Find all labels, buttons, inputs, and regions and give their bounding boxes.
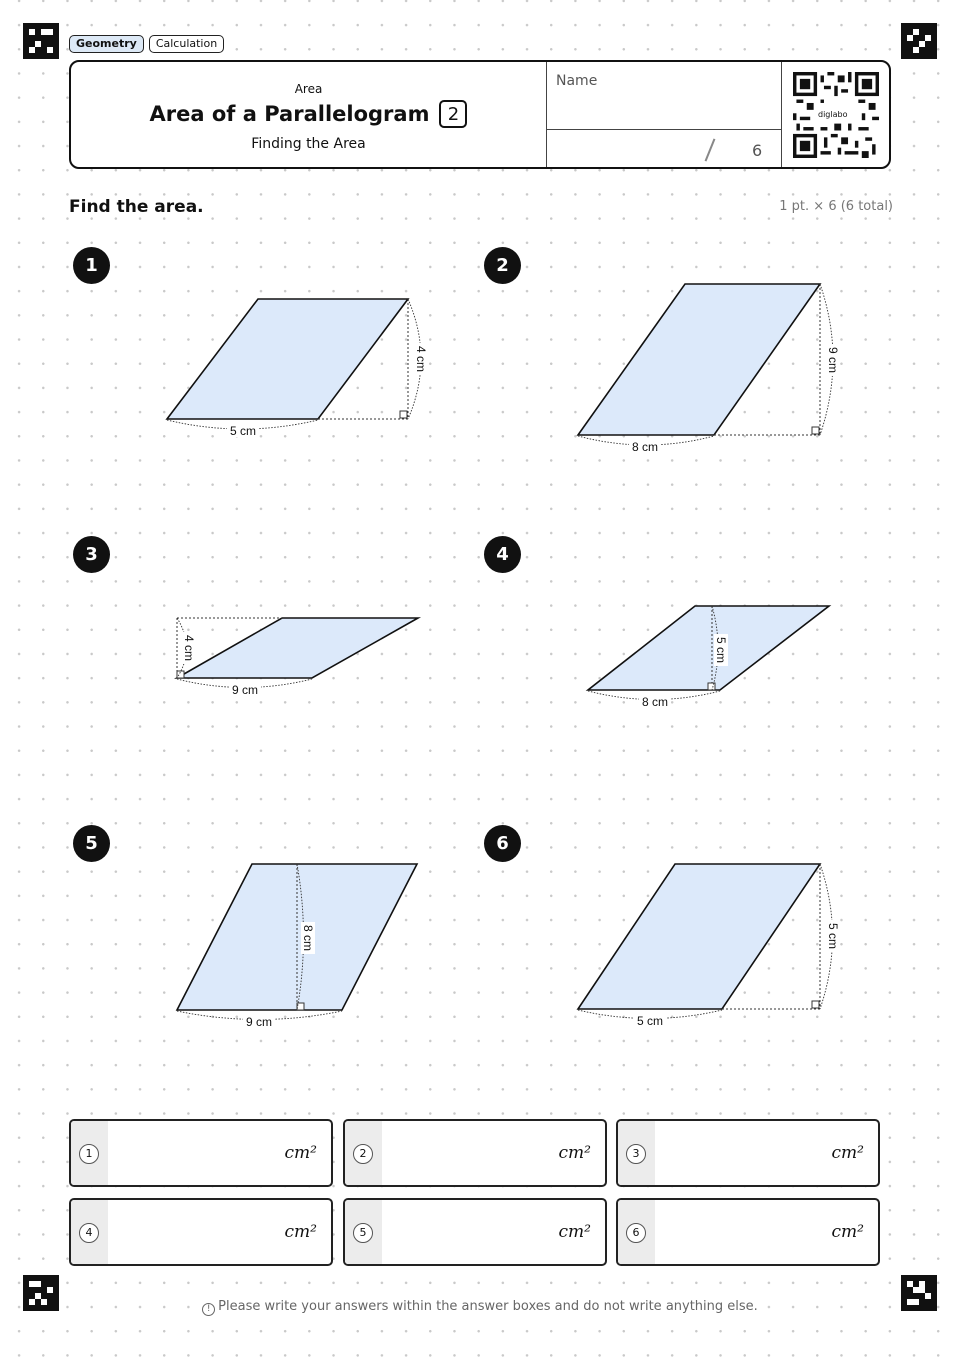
problem-badge-1: 1 [73,247,110,284]
problem-5-base-label: 9 cm [245,1015,273,1029]
parallelogram-4 [588,606,829,709]
answer-unit-3: cm² [831,1143,864,1163]
name-label: Name [556,73,598,89]
problem-badge-6: 6 [484,825,521,862]
answer-unit-5: cm² [558,1222,591,1242]
answer-box-1[interactable] [69,1119,333,1187]
answer-box-2[interactable] [343,1119,607,1187]
topic-subtitle: Area [294,82,323,96]
problem-4-base-label: 8 cm [641,695,669,709]
answer-unit-6: cm² [831,1222,864,1242]
problem-badge-3: 3 [73,536,110,573]
problem-1-base-label: 5 cm [229,424,257,438]
problem-6-base-label: 5 cm [636,1014,664,1028]
parallelogram-6 [578,864,840,1028]
answer-number-3: 3 [626,1144,646,1164]
problem-badge-5: 5 [73,825,110,862]
problem-2-base-label: 8 cm [631,440,659,454]
answer-box-4[interactable] [69,1198,333,1266]
footer-text: Please write your answers within the answer boxes and do not write anything else. [218,1299,758,1314]
parallelogram-2 [578,284,840,454]
parallelogram-3 [177,618,418,697]
answer-unit-2: cm² [558,1143,591,1163]
points-info: 1 pt. × 6 (6 total) [779,199,893,214]
answer-number-6: 6 [626,1223,646,1243]
info-icon: ! [202,1303,215,1316]
answer-number-2: 2 [353,1144,373,1164]
answer-box-5[interactable] [343,1198,607,1266]
parallelogram-5 [177,864,417,1029]
problem-badge-2: 2 [484,247,521,284]
answer-unit-1: cm² [284,1143,317,1163]
score-total: 6 [752,141,763,160]
worksheet-number: 2 [439,100,467,128]
problem-4-height-label: 5 cm [714,636,728,664]
tag-calculation: Calculation [149,35,224,53]
answer-number-5: 5 [353,1223,373,1243]
problem-3-height-label: 4 cm [182,634,196,662]
footer-note [0,1299,960,1316]
qr-label: diglabo [818,110,848,119]
title-text: Area of a Parallelogram [149,102,430,126]
instruction-text: Find the area. [69,197,204,217]
answer-unit-4: cm² [284,1222,317,1242]
answer-box-3[interactable] [616,1119,880,1187]
answer-box-6[interactable] [616,1198,880,1266]
answer-number-1: 1 [79,1144,99,1164]
parallelogram-1 [167,299,428,438]
problem-6-height-label: 5 cm [826,922,840,950]
title-caption: Finding the Area [251,136,366,152]
problem-badge-4: 4 [484,536,521,573]
tag-geometry: Geometry [69,35,144,53]
problem-2-height-label: 9 cm [826,346,840,374]
problem-1-height-label: 4 cm [414,345,428,373]
answer-number-4: 4 [79,1223,99,1243]
problem-5-height-label: 8 cm [301,924,315,952]
problem-3-base-label: 9 cm [231,683,259,697]
